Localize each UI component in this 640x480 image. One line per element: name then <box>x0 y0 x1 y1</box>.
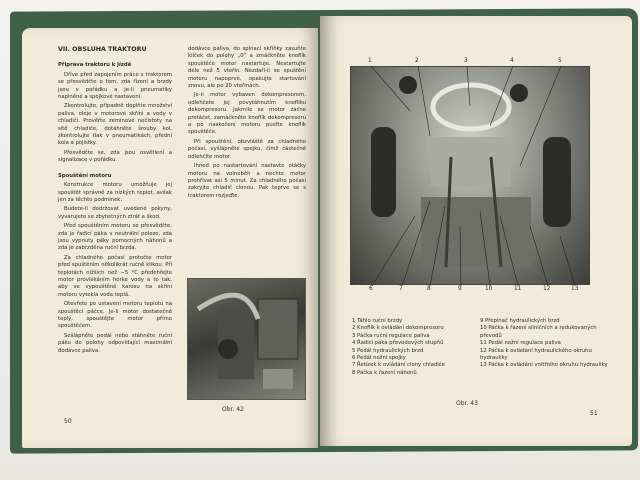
chapter-title: VII. OBSLUHA TRAKTORU <box>58 46 147 53</box>
paragraph: Dříve před zapojením práce s traktorem se přesvědčte o tom, zda řízení a brzdy jsou v pořádku a je-li pneumatiky naplněné a spojkové nastavení. <box>58 71 172 101</box>
legend-item: 4 Řadicí páka převodových stupňů <box>352 340 444 347</box>
left-page <box>22 28 318 448</box>
callout-number: 13 <box>571 286 579 292</box>
engine-photo <box>187 278 306 400</box>
paragraph: Ihned po nastartování nastavte otáčky motoru na volnoběh a nechte motor prohřívat asi 5 minut. Za chladného počasí zakryjte chladič clonou. Pak teprve se s traktorem rozjeďte. <box>188 163 306 199</box>
legend-item: 6 Pedál nožní spojky <box>352 355 406 362</box>
paragraph: Před spouštěním motoru se přesvědčte, zda je řadicí páka v neutrální poloze, zda jsou vypnuty páky pomocných náhonů a zda je zabrzděna ruční brzda. <box>58 223 172 252</box>
section-title-starting: Spouštění motoru <box>58 172 112 179</box>
legend-item: 10 Páčka k řazení silničních a redukovaných převodů <box>480 325 597 339</box>
callout-number: 5 <box>558 58 562 64</box>
paragraph: Přesvědčte se, zda jsou osvětlení a signalizace v pořádku. <box>58 149 172 164</box>
callout-number: 8 <box>427 286 431 292</box>
callout-number: 2 <box>415 58 419 64</box>
page-number-left: 50 <box>64 418 72 425</box>
callout-number: 10 <box>485 286 493 292</box>
paragraph: Zkontrolujte, připadně doplňte množství paliva, oleje v motorové skříni a vody v chladiči. Prověřte zeminové nečistoty na sítě chladiče, dotáhněte šrouby kol, zkontrolujte tlak v pneumatikách, přední kola a pojistky. <box>58 103 172 147</box>
legend-item: 3 Páčka ruční regulace paliva <box>352 332 430 339</box>
legend-item: 13 Páčka k ovládání vnitřního okruhu hydrauliky <box>480 362 608 369</box>
callout-number: 11 <box>514 286 522 292</box>
engine-illustration <box>188 279 305 399</box>
right-column <box>188 46 306 202</box>
callout-number: 6 <box>369 286 373 292</box>
callout-number: 1 <box>368 58 372 64</box>
legend-item: 1 Táhlo ruční brzdy <box>352 318 403 324</box>
paragraph: dodávce paliva, do spínací skříňky zasuňte klíček do polohy „0“ a zmáčkněte knoflík spouštěče motor nastartuje. Nestartujte déle než 5 vteřin. Nezdaří-li se spuštění motoru napoprvé, opakujte startování znovu, ale po 20 vteřinách. <box>188 46 306 90</box>
callout-lines <box>320 16 632 316</box>
paragraph: Otevřete po ustavení motoru teplotu na spouštěcí páčce. Je-li motor dostatečně teplý, spouštějte motor přímo spouštěčem. <box>58 301 172 330</box>
callout-number: 7 <box>399 286 403 292</box>
left-column <box>58 46 172 357</box>
legend-item: 9 Přepínač hydraulických brzd <box>480 318 560 324</box>
right-page <box>320 16 632 446</box>
paragraph: Je-li motor vybaven dekompresorem, odlehčete jej povytáhnutím knoflíku dekompresoru. Jakmile se motor začne protáčet, zamáčkněte knoflík dekompresoru a po naskočení motoru pusťte knoflík spouštěče. <box>188 92 306 136</box>
legend-right <box>480 318 610 370</box>
legend-item: 8 Páčka k řazení náhonů <box>352 369 417 376</box>
section-title-preparation: Připrava traktoru k jízdě <box>58 62 132 69</box>
callout-number: 3 <box>464 58 468 64</box>
paragraph: Konstrukce motoru umožňuje jej spouštět správně za nízkých teplot, avšak jen za těchto podmínek: <box>58 182 172 203</box>
callout-number: 12 <box>543 286 551 292</box>
paragraph: Sešlápněte pedál nebo stáhněte ruční páku do polohy odpovídající maximální dodávce paliva. <box>58 332 172 354</box>
book-spread <box>10 10 630 448</box>
paragraph: Za chladného počasí protočte motor před spuštěním několikrát ručně klikou. Při teplotách nižších než −5 °C předehřejte motor provlékáním horké vody a to tak, aby ve vypouštěné karosu na skříni motoru vytekla voda teplá. <box>58 254 172 298</box>
paragraph: Budete-li dodržovat uvedené pokyny, vyvarujete se zbytečných ztrát a škod. <box>58 206 172 220</box>
legend-item: 5 Pedál hydraulických brzd <box>352 347 424 354</box>
legend-item: 11 Pedál nožní regulace paliva <box>480 340 561 347</box>
legend-item: 7 Řetízek k ovládání clony chladiče <box>352 362 445 369</box>
paragraph: Při spouštění, obzvláště za chladného počasí, vyšlápněte spojku, čímž částečně odlehčíte motor. <box>188 138 306 160</box>
figure-caption-43: Obr. 43 <box>456 400 478 407</box>
callout-number: 4 <box>510 58 514 64</box>
page-number-right: 51 <box>590 410 598 417</box>
legend-left <box>352 318 474 377</box>
callout-number: 9 <box>458 286 462 292</box>
figure-caption-42: Obr. 42 <box>222 406 244 413</box>
legend-item: 2 Knoflík k ovládání dekompresoru <box>352 325 444 332</box>
legend-item: 12 Páčka k ovládání hydraulického okruhu hydrauliky <box>480 347 592 362</box>
